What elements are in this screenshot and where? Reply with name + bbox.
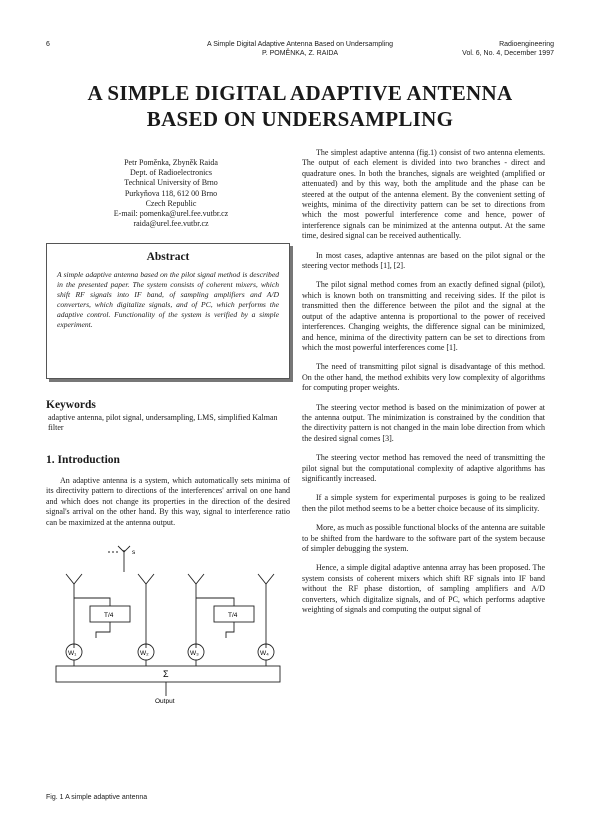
sum-label: Σ [163, 669, 169, 680]
abstract-heading: Abstract [146, 251, 190, 264]
delay-2-output [226, 622, 234, 638]
journal-volume: Vol. 6, No. 4, December 1997 [462, 50, 554, 57]
weight-label-2: W₂ [140, 650, 149, 658]
page-number: 6 [46, 41, 50, 48]
body-paragraph-9: Hence, a simple digital adaptive antenna array has been proposed. The system consists of coherent mixers which shift RF signals into IF band without the RF phase distortion, of sampling amplifiers and A/D converters, which digitalize signals, and of PC, which performs adaptive weighting of signals and computing the output signal of [302, 563, 545, 615]
body-paragraph-6: The steering vector method has removed the need of transmitting the pilot signal but the computational complexity of adaptive algorithms has significantly increased. [302, 453, 545, 483]
running-header-title: A Simple Digital Adaptive Antenna Based on Undersampling [206, 41, 393, 48]
body-paragraph-4: The need of transmitting pilot signal is disadvantage of this method. On the other hand, the method exhibits very low complexity of algorithms for computing proper weights. [302, 362, 545, 393]
pilot-label: s [132, 549, 136, 557]
abstract-box [46, 243, 290, 379]
journal-info [462, 40, 554, 58]
delay-1-output [96, 622, 110, 638]
paper-title-line-2: BASED ON UNDERSAMPLING [146, 107, 454, 131]
delay-label-1: T/4 [104, 612, 114, 620]
keywords-text: adaptive antenna, pilot signal, undersampling, LMS, simplified Kalman filter [48, 412, 278, 433]
antenna-diagram [46, 536, 290, 704]
paper-title [40, 80, 560, 132]
weight-label-3: W₃ [190, 650, 199, 658]
delay-2-input [196, 598, 234, 606]
weight-label-1: W₁ [68, 650, 77, 658]
weight-label-4: W₄ [260, 650, 269, 658]
antenna-2-icon [138, 574, 154, 584]
body-paragraph-8: More, as much as possible functional blocks of the antenna are suitable to be shifted from the hardware to the software part of the system because of simpler debugging the system. [302, 523, 545, 553]
author-names: Petr Poměnka, Zbyněk Raida [124, 158, 218, 167]
author-street: Purkyňova 118, 612 00 Brno [124, 188, 218, 198]
delay-label-2: T/4 [228, 612, 238, 620]
body-paragraph-2: In most cases, adaptive antennas are based on the pilot signal or the steering vector methods [1], [2]. [302, 250, 545, 271]
abstract-text: A simple adaptive antenna based on the pilot signal method is described in the presented paper. The system consists of coherent mixers, which shift RF signals into IF band, of sampling amplifiers and A/D converters, which digitalize signals, and of PC, which performs the adaptive control. Functionality of the system is verified by a simple experiment. [57, 269, 279, 329]
body-paragraph-7: If a simple system for experimental purposes is going to be realized then the pilot method seems to be a better choice because of its simplicity. [302, 493, 545, 513]
author-block [96, 158, 246, 229]
paper-title-line-1: A SIMPLE DIGITAL ADAPTIVE ANTENNA [87, 81, 513, 105]
figure-caption: Fig. 1 A simple adaptive antenna [46, 794, 148, 801]
antenna-1-icon [66, 574, 82, 584]
antenna-3-icon [188, 574, 204, 584]
journal-name: Radioengineering [499, 41, 554, 48]
author-country: Czech Republic [145, 198, 197, 208]
keywords-heading: Keywords [46, 399, 96, 412]
body-paragraph-5: The steering vector method is based on the minimization of power at the antenna output. The minimization is constrained by the condition that the directivity pattern is not changed in the main lobe direction from which the desired signal comes [3]. [302, 402, 545, 443]
author-university: Technical University of Brno [124, 178, 218, 188]
left-column [46, 158, 296, 704]
antenna-4-icon [258, 574, 274, 584]
running-header-authors: P. POMĚNKA, Z. RAIDA [261, 50, 339, 57]
output-label: Output [155, 698, 175, 705]
author-department: Dept. of Radioelectronics [130, 168, 212, 178]
delay-1-input [74, 598, 110, 606]
figure-1 [46, 536, 290, 704]
author-email-1: E-mail: pomenka@urel.fee.vutbr.cz [113, 209, 229, 219]
body-paragraph-3: The pilot signal method comes from an exactly defined signal (pilot), which is known both on transmitting and receiving sides. If the pilot is transmitted then the difference between the pilot and the signal at the output of the adaptive antenna is proportional to the power of received interferences. Changing weights, the difference signal can be minimized, and hence, minima of the directivity pattern can be set to directions from which the most powerful interferences come [1]. [302, 280, 545, 352]
author-email-2: raida@urel.fee.vutbr.cz [133, 219, 209, 229]
right-column [302, 148, 545, 615]
introduction-text: An adaptive antenna is a system, which automatically sets minima of its directivity pattern to directions of the interferences' arrival on one hand and which does not change its properties in the direction of the desired signal's arrival on the other hand. By this way, signal to interference ratio can be maximized at the antenna output. [46, 476, 290, 527]
body-paragraph-1: The simplest adaptive antenna (fig.1) consist of two antenna elements. The output of each element is divided into two branches - direct and quadrature ones. In both the branches, signals are weighted (amplified or attenuated) and by this way, both the amplitude and the phase can be steered at the output of the antenna element. By the convenient setting of weights, minima of the directivity pattern can be set to directions from which the most powerful interference come and hence, power of interference signals can be minimized at the antenna output. At the same time, desired signal can be received authentically. [302, 148, 545, 241]
introduction-heading: 1. Introduction [46, 453, 120, 466]
